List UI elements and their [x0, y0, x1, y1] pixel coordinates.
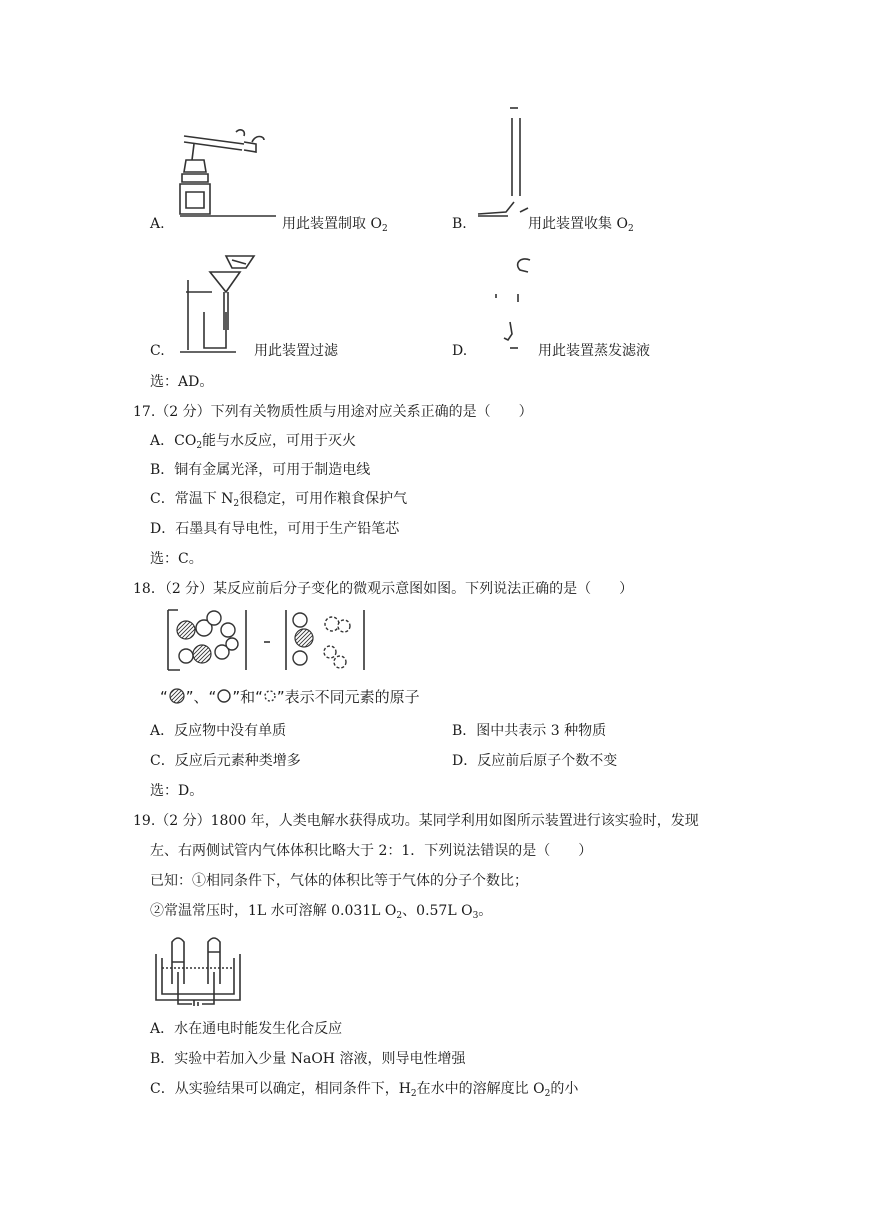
option-letter: B. — [452, 216, 467, 232]
q16-option-b-text — [528, 215, 634, 233]
subscript: 2 — [627, 224, 634, 234]
q16-option-d-text — [538, 342, 650, 360]
legend-text: ”表示不同元素的原子 — [276, 688, 420, 706]
q19-stem-line1: 19.（2 分）1800 年，人类电解水获得成功。某同学利用如图所示装置进行该实验时，发现 — [133, 813, 699, 829]
option-text: 的小 — [550, 1081, 579, 1097]
molecule-diagram — [164, 604, 384, 676]
q18-answer: 选：D。 — [150, 783, 204, 799]
q16-option-c-text — [254, 342, 338, 360]
q16-option-d[interactable] — [452, 342, 467, 360]
q17-option-a[interactable] — [150, 432, 356, 450]
q18-option-c[interactable]: C．反应后元素种类增多 — [150, 753, 301, 769]
apparatus-a-figure — [172, 122, 282, 222]
option-text: A．CO — [150, 433, 197, 449]
option-letter: D. — [452, 343, 468, 359]
q18-option-a[interactable]: A．反应物中没有单质 — [150, 723, 287, 739]
option-letter: A. — [150, 216, 165, 232]
option-text: 用此装置过滤 — [254, 343, 338, 359]
known-text: 。 — [478, 903, 493, 919]
q17-option-d[interactable]: D．石墨具有导电性，可用于生产铅笔芯 — [150, 521, 400, 537]
subscript: 3 — [472, 911, 479, 921]
atom-legend — [160, 688, 420, 706]
subscript: 2 — [233, 499, 240, 509]
subscript: 2 — [196, 441, 203, 451]
option-text: 用此装置蒸发滤液 — [538, 343, 650, 359]
known-text: 、0.57L O — [402, 903, 473, 919]
apparatus-b-figure — [476, 104, 546, 226]
subscript: 2 — [396, 911, 403, 921]
q17-stem: 17.（2 分）下列有关物质性质与用途对应关系正确的是（ ） — [133, 404, 533, 420]
option-text: C．常温下 N — [150, 491, 234, 507]
option-text: 在水中的溶解度比 O — [416, 1081, 545, 1097]
option-letter: C. — [150, 343, 165, 359]
q16-option-b[interactable] — [452, 215, 467, 233]
q19-option-b[interactable]: B．实验中若加入少量 NaOH 溶液，则导电性增强 — [150, 1051, 466, 1067]
q19-stem-line2: 左、右两侧试管内气体体积比略大于 2：1．下列说法错误的是（ ） — [150, 843, 593, 859]
q16-option-c[interactable] — [150, 342, 165, 360]
electrolysis-apparatus-figure — [150, 932, 246, 1006]
option-text: 用此装置制取 O — [282, 216, 382, 232]
hatched-atom-icon — [168, 688, 186, 704]
q17-option-c[interactable] — [150, 490, 407, 508]
legend-text: “ — [160, 688, 168, 706]
q19-option-c[interactable] — [150, 1080, 578, 1098]
q19-known-1: 已知：①相同条件下，气体的体积比等于气体的分子个数比； — [150, 873, 528, 889]
dotted-atom-icon — [263, 689, 277, 703]
q16-answer: 选：AD。 — [150, 374, 214, 390]
q17-answer: 选：C。 — [150, 551, 203, 567]
apparatus-c-figure — [176, 252, 266, 360]
q17-option-b[interactable]: B．铜有金属光泽，可用于制造电线 — [150, 462, 371, 478]
option-text: 能与水反应，可用于灭火 — [202, 433, 357, 449]
q19-option-a[interactable]: A．水在通电时能发生化合反应 — [150, 1021, 343, 1037]
q18-option-d[interactable]: D．反应前后原子个数不变 — [452, 753, 618, 769]
apparatus-d-figure — [490, 252, 536, 360]
option-text: 用此装置收集 O — [528, 216, 628, 232]
q18-stem: 18．（2 分）某反应前后分子变化的微观示意图如图。下列说法正确的是（ ） — [133, 581, 634, 597]
white-atom-icon — [216, 688, 232, 704]
subscript: 2 — [381, 224, 388, 234]
q16-option-a-text — [282, 215, 388, 233]
subscript: 2 — [544, 1089, 551, 1099]
q19-known-2 — [150, 902, 492, 920]
legend-text: ”、“ — [185, 688, 217, 706]
subscript: 2 — [410, 1089, 417, 1099]
known-text: ②常温常压时，1L 水可溶解 0.031L O — [150, 903, 397, 919]
option-text: C．从实验结果可以确定，相同条件下，H — [150, 1081, 411, 1097]
legend-text: ”和“ — [232, 688, 263, 706]
q16-option-a[interactable] — [150, 215, 165, 233]
q18-option-b[interactable]: B．图中共表示 3 种物质 — [452, 723, 607, 739]
option-text: 很稳定，可用作粮食保护气 — [239, 491, 408, 507]
